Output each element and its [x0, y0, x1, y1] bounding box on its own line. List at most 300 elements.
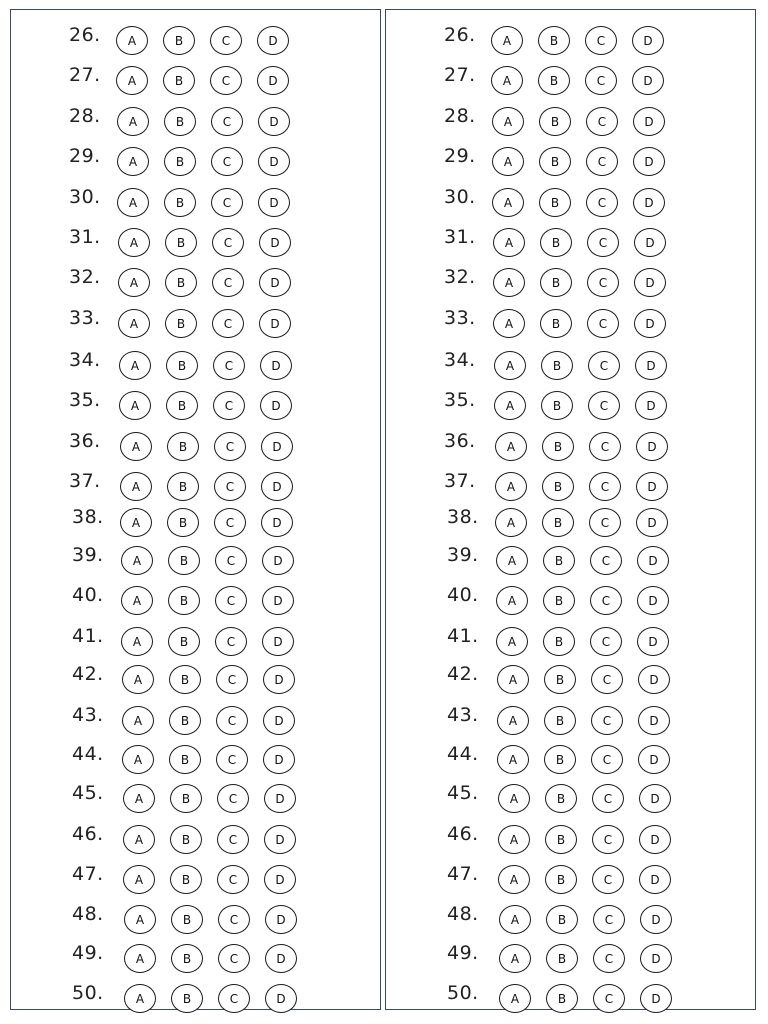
answer-bubble-a[interactable]: A	[120, 508, 152, 537]
question-row	[11, 264, 380, 298]
answer-bubble-c[interactable]: C	[590, 546, 622, 575]
answer-bubble-c[interactable]: C	[211, 107, 243, 136]
answer-bubble-a[interactable]: A	[493, 228, 525, 257]
answer-bubble-a[interactable]: A	[120, 432, 152, 461]
answer-bubble-b[interactable]: B	[163, 26, 195, 55]
question-number: 47.	[72, 863, 104, 885]
question-row	[386, 504, 755, 538]
answer-bubble-c[interactable]: C	[592, 865, 624, 894]
question-row	[386, 861, 755, 895]
answer-bubble-a[interactable]: A	[117, 188, 149, 217]
answer-bubble-a[interactable]: A	[493, 309, 525, 338]
question-number: 28.	[69, 105, 101, 127]
answer-bubble-b[interactable]: B	[539, 147, 571, 176]
question-row	[11, 103, 380, 137]
answer-bubble-d[interactable]: D	[258, 107, 290, 136]
answer-bubble-a[interactable]: A	[497, 745, 529, 774]
answer-bubble-d[interactable]: D	[634, 309, 666, 338]
answer-bubble-b[interactable]: B	[171, 984, 203, 1013]
answer-bubble-b[interactable]: B	[542, 432, 574, 461]
answer-bubble-a[interactable]: A	[497, 706, 529, 735]
answer-bubble-a[interactable]: A	[119, 351, 151, 380]
answer-bubble-c[interactable]: C	[592, 825, 624, 854]
answer-bubble-c[interactable]: C	[213, 391, 245, 420]
answer-bubble-d[interactable]: D	[265, 905, 297, 934]
answer-bubble-b[interactable]: B	[538, 26, 570, 55]
answer-bubble-d[interactable]: D	[257, 66, 289, 95]
question-row	[386, 305, 755, 339]
answer-bubble-d[interactable]: D	[640, 984, 672, 1013]
answer-bubble-b[interactable]: B	[539, 107, 571, 136]
answer-bubble-d[interactable]: D	[633, 107, 665, 136]
answer-bubble-d[interactable]: D	[265, 984, 297, 1013]
answer-bubble-a[interactable]: A	[494, 351, 526, 380]
answer-bubble-b[interactable]: B	[546, 984, 578, 1013]
question-number: 39.	[72, 544, 104, 566]
question-number: 30.	[69, 186, 101, 208]
answer-bubble-b[interactable]: B	[546, 944, 578, 973]
answer-bubble-d[interactable]: D	[261, 432, 293, 461]
answer-bubble-d[interactable]: D	[635, 351, 667, 380]
answer-bubble-b[interactable]: B	[544, 745, 576, 774]
answer-bubble-a[interactable]: A	[122, 665, 154, 694]
answer-bubble-a[interactable]: A	[116, 26, 148, 55]
answer-bubble-c[interactable]: C	[217, 825, 249, 854]
question-row	[11, 184, 380, 218]
question-number: 44.	[447, 743, 479, 765]
answer-bubble-d[interactable]: D	[636, 432, 668, 461]
answer-bubble-c[interactable]: C	[214, 508, 246, 537]
answer-bubble-c[interactable]: C	[589, 432, 621, 461]
answer-bubble-c[interactable]: C	[591, 745, 623, 774]
question-row	[386, 468, 755, 502]
question-row	[386, 542, 755, 576]
answer-bubble-b[interactable]: B	[542, 508, 574, 537]
answer-bubble-c[interactable]: C	[585, 26, 617, 55]
question-number: 39.	[447, 544, 479, 566]
answer-bubble-b[interactable]: B	[546, 905, 578, 934]
answer-bubble-a[interactable]: A	[119, 391, 151, 420]
question-number: 32.	[444, 266, 476, 288]
answer-bubble-c[interactable]: C	[212, 228, 244, 257]
answer-bubble-d[interactable]: D	[259, 268, 291, 297]
answer-bubble-b[interactable]: B	[540, 228, 572, 257]
question-number: 35.	[69, 389, 101, 411]
answer-bubble-a[interactable]: A	[124, 905, 156, 934]
answer-bubble-a[interactable]: A	[121, 627, 153, 656]
question-number: 42.	[72, 663, 104, 685]
answer-bubble-c[interactable]: C	[217, 865, 249, 894]
answer-bubble-b[interactable]: B	[539, 188, 571, 217]
answer-bubble-c[interactable]: C	[586, 107, 618, 136]
answer-bubble-b[interactable]: B	[167, 508, 199, 537]
answer-bubble-c[interactable]: C	[216, 745, 248, 774]
question-number: 31.	[444, 226, 476, 248]
question-number: 37.	[69, 470, 101, 492]
question-number: 50.	[447, 982, 479, 1004]
answer-bubble-a[interactable]: A	[498, 865, 530, 894]
question-row	[11, 22, 380, 56]
answer-bubble-b[interactable]: B	[169, 745, 201, 774]
answer-bubble-d[interactable]: D	[636, 472, 668, 501]
question-number: 45.	[72, 782, 104, 804]
answer-bubble-b[interactable]: B	[168, 627, 200, 656]
answer-bubble-d[interactable]: D	[632, 26, 664, 55]
answer-bubble-c[interactable]: C	[586, 188, 618, 217]
answer-bubble-c[interactable]: C	[216, 706, 248, 735]
answer-bubble-a[interactable]: A	[495, 508, 527, 537]
answer-bubble-b[interactable]: B	[166, 391, 198, 420]
answer-bubble-b[interactable]: B	[545, 865, 577, 894]
question-row	[11, 623, 380, 657]
answer-bubble-d[interactable]: D	[636, 508, 668, 537]
answer-bubble-a[interactable]: A	[123, 865, 155, 894]
answer-bubble-c[interactable]: C	[210, 26, 242, 55]
question-row	[386, 661, 755, 695]
answer-bubble-c[interactable]: C	[211, 147, 243, 176]
question-row	[386, 387, 755, 421]
answer-bubble-d[interactable]: D	[263, 706, 295, 735]
answer-bubble-a[interactable]: A	[496, 546, 528, 575]
answer-bubble-c[interactable]: C	[591, 706, 623, 735]
answer-bubble-b[interactable]: B	[545, 784, 577, 813]
answer-bubble-d[interactable]: D	[257, 26, 289, 55]
question-number: 50.	[72, 982, 104, 1004]
answer-bubble-b[interactable]: B	[165, 268, 197, 297]
question-number: 46.	[72, 823, 104, 845]
question-number: 46.	[447, 823, 479, 845]
question-number: 43.	[72, 704, 104, 726]
question-row	[386, 22, 755, 56]
answer-bubble-c[interactable]: C	[589, 508, 621, 537]
question-row	[386, 940, 755, 974]
question-row	[386, 428, 755, 462]
question-row	[11, 702, 380, 736]
answer-bubble-a[interactable]: A	[123, 784, 155, 813]
answer-bubble-a[interactable]: A	[499, 984, 531, 1013]
answer-bubble-b[interactable]: B	[169, 706, 201, 735]
answer-bubble-b[interactable]: B	[538, 66, 570, 95]
answer-bubble-b[interactable]: B	[543, 586, 575, 615]
answer-bubble-b[interactable]: B	[167, 472, 199, 501]
answer-bubble-a[interactable]: A	[492, 107, 524, 136]
question-number: 48.	[72, 903, 104, 925]
answer-bubble-a[interactable]: A	[492, 188, 524, 217]
question-number: 47.	[447, 863, 479, 885]
answer-bubble-d[interactable]: D	[260, 351, 292, 380]
question-number: 43.	[447, 704, 479, 726]
question-row	[386, 264, 755, 298]
answer-bubble-d[interactable]: D	[639, 865, 671, 894]
question-number: 38.	[72, 506, 104, 528]
question-row	[11, 62, 380, 96]
question-number: 41.	[72, 625, 104, 647]
answer-bubble-c[interactable]: C	[210, 66, 242, 95]
question-number: 27.	[444, 64, 476, 86]
question-number: 48.	[447, 903, 479, 925]
question-row	[386, 143, 755, 177]
answer-bubble-c[interactable]: C	[585, 66, 617, 95]
answer-bubble-d[interactable]: D	[258, 188, 290, 217]
answer-bubble-a[interactable]: A	[492, 147, 524, 176]
answer-bubble-d[interactable]: D	[263, 665, 295, 694]
question-row	[11, 428, 380, 462]
answer-bubble-c[interactable]: C	[589, 472, 621, 501]
answer-bubble-b[interactable]: B	[541, 391, 573, 420]
question-row	[386, 62, 755, 96]
answer-bubble-a[interactable]: A	[121, 546, 153, 575]
question-row	[386, 224, 755, 258]
question-number: 41.	[447, 625, 479, 647]
answer-bubble-b[interactable]: B	[171, 905, 203, 934]
answer-bubble-d[interactable]: D	[259, 228, 291, 257]
question-row	[11, 661, 380, 695]
question-row	[11, 347, 380, 381]
question-number: 35.	[444, 389, 476, 411]
answer-bubble-d[interactable]: D	[263, 745, 295, 774]
answer-bubble-d[interactable]: D	[637, 627, 669, 656]
answer-bubble-d[interactable]: D	[262, 546, 294, 575]
answer-bubble-c[interactable]: C	[588, 351, 620, 380]
answer-bubble-a[interactable]: A	[494, 391, 526, 420]
answer-bubble-b[interactable]: B	[540, 268, 572, 297]
question-row	[11, 582, 380, 616]
answer-bubble-b[interactable]: B	[544, 706, 576, 735]
question-row	[386, 103, 755, 137]
answer-bubble-a[interactable]: A	[122, 745, 154, 774]
answer-bubble-a[interactable]: A	[495, 472, 527, 501]
question-row	[11, 542, 380, 576]
answer-bubble-c[interactable]: C	[586, 147, 618, 176]
answer-bubble-b[interactable]: B	[541, 351, 573, 380]
question-number: 40.	[447, 584, 479, 606]
answer-bubble-c[interactable]: C	[218, 944, 250, 973]
question-row	[11, 980, 380, 1014]
answer-bubble-b[interactable]: B	[545, 825, 577, 854]
question-row	[11, 940, 380, 974]
question-row	[386, 582, 755, 616]
question-number: 36.	[69, 430, 101, 452]
answer-bubble-d[interactable]: D	[262, 627, 294, 656]
question-number: 44.	[72, 743, 104, 765]
answer-bubble-b[interactable]: B	[540, 309, 572, 338]
question-number: 34.	[444, 349, 476, 371]
question-number: 34.	[69, 349, 101, 371]
answer-bubble-c[interactable]: C	[587, 309, 619, 338]
answer-bubble-b[interactable]: B	[168, 546, 200, 575]
answer-bubble-c[interactable]: C	[216, 665, 248, 694]
answer-bubble-a[interactable]: A	[124, 984, 156, 1013]
question-number: 32.	[69, 266, 101, 288]
answer-bubble-d[interactable]: D	[260, 391, 292, 420]
answer-bubble-c[interactable]: C	[592, 784, 624, 813]
answer-bubble-c[interactable]: C	[218, 905, 250, 934]
answer-bubble-c[interactable]: C	[587, 228, 619, 257]
answer-bubble-c[interactable]: C	[591, 665, 623, 694]
question-number: 49.	[447, 942, 479, 964]
answer-bubble-c[interactable]: C	[215, 546, 247, 575]
question-row	[386, 780, 755, 814]
answer-bubble-d[interactable]: D	[639, 825, 671, 854]
answer-bubble-a[interactable]: A	[495, 432, 527, 461]
question-number: 29.	[444, 145, 476, 167]
answer-bubble-d[interactable]: D	[261, 472, 293, 501]
answer-bubble-a[interactable]: A	[121, 586, 153, 615]
question-row	[11, 780, 380, 814]
answer-bubble-c[interactable]: C	[213, 351, 245, 380]
answer-bubble-d[interactable]: D	[638, 745, 670, 774]
question-number: 49.	[72, 942, 104, 964]
question-number: 36.	[444, 430, 476, 452]
answer-bubble-c[interactable]: C	[214, 472, 246, 501]
answer-bubble-b[interactable]: B	[164, 107, 196, 136]
answer-bubble-b[interactable]: B	[164, 147, 196, 176]
answer-bubble-c[interactable]: C	[215, 627, 247, 656]
answer-bubble-a[interactable]: A	[117, 107, 149, 136]
answer-bubble-c[interactable]: C	[218, 984, 250, 1013]
question-row	[11, 861, 380, 895]
question-row	[11, 305, 380, 339]
answer-bubble-c[interactable]: C	[215, 586, 247, 615]
question-row	[11, 821, 380, 855]
answer-bubble-b[interactable]: B	[542, 472, 574, 501]
answer-bubble-d[interactable]: D	[637, 546, 669, 575]
answer-bubble-d[interactable]: D	[634, 228, 666, 257]
answer-bubble-b[interactable]: B	[168, 586, 200, 615]
answer-bubble-d[interactable]: D	[640, 905, 672, 934]
question-row	[11, 504, 380, 538]
answer-bubble-a[interactable]: A	[499, 944, 531, 973]
question-row	[386, 702, 755, 736]
answer-bubble-b[interactable]: B	[166, 351, 198, 380]
answer-bubble-b[interactable]: B	[171, 944, 203, 973]
question-row	[386, 741, 755, 775]
question-number: 45.	[447, 782, 479, 804]
question-row	[11, 901, 380, 935]
answer-bubble-a[interactable]: A	[124, 944, 156, 973]
question-row	[386, 623, 755, 657]
question-row	[386, 980, 755, 1014]
answer-bubble-d[interactable]: D	[634, 268, 666, 297]
answer-bubble-a[interactable]: A	[491, 26, 523, 55]
answer-bubble-d[interactable]: D	[633, 147, 665, 176]
answer-bubble-c[interactable]: C	[214, 432, 246, 461]
answer-bubble-b[interactable]: B	[164, 188, 196, 217]
question-row	[386, 347, 755, 381]
answer-bubble-c[interactable]: C	[588, 391, 620, 420]
question-number: 30.	[444, 186, 476, 208]
answer-bubble-d[interactable]: D	[640, 944, 672, 973]
question-number: 33.	[69, 307, 101, 329]
question-row	[386, 821, 755, 855]
question-row	[386, 184, 755, 218]
answer-bubble-d[interactable]: D	[262, 586, 294, 615]
answer-bubble-d[interactable]: D	[635, 391, 667, 420]
answer-bubble-d[interactable]: D	[259, 309, 291, 338]
answer-bubble-c[interactable]: C	[590, 586, 622, 615]
question-number: 26.	[444, 24, 476, 46]
answer-bubble-c[interactable]: C	[587, 268, 619, 297]
answer-bubble-b[interactable]: B	[543, 546, 575, 575]
answer-bubble-a[interactable]: A	[118, 268, 150, 297]
question-number: 33.	[444, 307, 476, 329]
question-number: 42.	[447, 663, 479, 685]
answer-bubble-c[interactable]: C	[217, 784, 249, 813]
answer-bubble-a[interactable]: A	[496, 627, 528, 656]
question-row	[11, 387, 380, 421]
answer-bubble-b[interactable]: B	[543, 627, 575, 656]
answer-bubble-a[interactable]: A	[118, 228, 150, 257]
answer-bubble-b[interactable]: B	[165, 228, 197, 257]
question-row	[11, 224, 380, 258]
answer-bubble-a[interactable]: A	[498, 784, 530, 813]
answer-bubble-a[interactable]: A	[122, 706, 154, 735]
answer-bubble-b[interactable]: B	[165, 309, 197, 338]
answer-bubble-a[interactable]: A	[491, 66, 523, 95]
answer-bubble-a[interactable]: A	[496, 586, 528, 615]
question-number: 28.	[444, 105, 476, 127]
answer-bubble-c[interactable]: C	[212, 309, 244, 338]
answer-bubble-c[interactable]: C	[212, 268, 244, 297]
answer-bubble-b[interactable]: B	[170, 784, 202, 813]
answer-bubble-b[interactable]: B	[170, 865, 202, 894]
answer-bubble-d[interactable]: D	[261, 508, 293, 537]
answer-bubble-d[interactable]: D	[637, 586, 669, 615]
question-row	[11, 468, 380, 502]
answer-bubble-c[interactable]: C	[593, 984, 625, 1013]
answer-bubble-a[interactable]: A	[120, 472, 152, 501]
answer-bubble-a[interactable]: A	[123, 825, 155, 854]
answer-bubble-d[interactable]: D	[638, 665, 670, 694]
answer-bubble-b[interactable]: B	[170, 825, 202, 854]
answer-bubble-a[interactable]: A	[493, 268, 525, 297]
answer-bubble-b[interactable]: B	[163, 66, 195, 95]
question-number: 29.	[69, 145, 101, 167]
answer-bubble-a[interactable]: A	[116, 66, 148, 95]
answer-bubble-d[interactable]: D	[265, 944, 297, 973]
answer-bubble-a[interactable]: A	[117, 147, 149, 176]
answer-bubble-c[interactable]: C	[590, 627, 622, 656]
answer-bubble-c[interactable]: C	[211, 188, 243, 217]
answer-bubble-d[interactable]: D	[264, 865, 296, 894]
answer-bubble-d[interactable]: D	[639, 784, 671, 813]
question-row	[386, 901, 755, 935]
answer-bubble-b[interactable]: B	[169, 665, 201, 694]
answer-bubble-a[interactable]: A	[118, 309, 150, 338]
question-number: 38.	[447, 506, 479, 528]
answer-bubble-d[interactable]: D	[264, 784, 296, 813]
answer-bubble-b[interactable]: B	[544, 665, 576, 694]
answer-bubble-d[interactable]: D	[258, 147, 290, 176]
answer-sheet-left	[10, 9, 381, 1010]
question-number: 37.	[444, 470, 476, 492]
answer-bubble-a[interactable]: A	[498, 825, 530, 854]
question-number: 40.	[72, 584, 104, 606]
answer-sheet-right	[385, 9, 756, 1010]
answer-bubble-b[interactable]: B	[167, 432, 199, 461]
answer-bubble-d[interactable]: D	[264, 825, 296, 854]
question-row	[11, 143, 380, 177]
answer-bubble-c[interactable]: C	[593, 944, 625, 973]
question-number: 26.	[69, 24, 101, 46]
answer-bubble-c[interactable]: C	[593, 905, 625, 934]
answer-bubble-d[interactable]: D	[638, 706, 670, 735]
answer-bubble-a[interactable]: A	[497, 665, 529, 694]
answer-bubble-d[interactable]: D	[633, 188, 665, 217]
question-row	[11, 741, 380, 775]
answer-bubble-a[interactable]: A	[499, 905, 531, 934]
answer-bubble-d[interactable]: D	[632, 66, 664, 95]
